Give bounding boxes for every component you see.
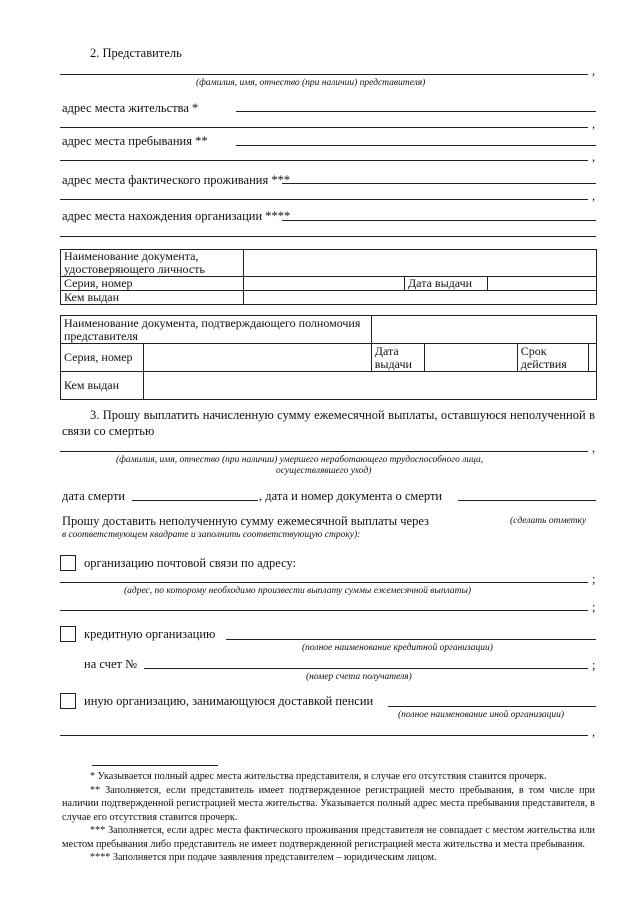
authority-validity-cell[interactable] <box>588 344 596 372</box>
death-date-label: дата смерти <box>62 489 126 503</box>
authority-validity-label: Срок действия <box>517 344 588 372</box>
credit-hint: (полное наименование кредитной организации) <box>302 643 493 653</box>
other-org-line[interactable] <box>388 706 596 707</box>
credit-org-line[interactable] <box>226 639 596 640</box>
deliver-hint: (сделать отметку <box>510 516 587 526</box>
addr-actual-label: адрес места фактического проживания *** <box>62 173 291 187</box>
other-org-hint: (полное наименование иной организации) <box>398 710 565 720</box>
account-line[interactable] <box>144 668 588 669</box>
authority-series-label: Серия, номер <box>61 344 144 372</box>
semicolon: ; <box>592 600 596 614</box>
postal-checkbox[interactable] <box>60 555 76 571</box>
comma: , <box>592 64 596 78</box>
authority-series-cell[interactable] <box>144 344 372 372</box>
addr-residence-line[interactable] <box>236 111 596 112</box>
addr-residence-label: адрес места жительства * <box>62 101 199 115</box>
death-date-line[interactable] <box>132 500 258 501</box>
comma: , <box>592 150 596 164</box>
authority-doc-name-cell[interactable] <box>371 316 596 344</box>
deliver-hint-2: в соответствующем квадрате и заполнить соответствующую строку): <box>62 530 361 540</box>
representative-fio-line[interactable] <box>60 74 588 75</box>
deceased-hint: (фамилия, имя, отчество (при наличии) умершего неработающего трудоспособного лица, <box>116 455 484 465</box>
credit-label: кредитную организацию <box>84 627 216 641</box>
authority-document-table <box>60 315 597 400</box>
comma: , <box>592 725 596 739</box>
footnote-2: ** Заполняется, если представитель имеет подтвержденное регистрацией место пребывания, в том числе при наличии подтвержденной регистрацией места жительства. Указывается полный адрес места пребывания представителя, в случае его отсутствия ставится прочерк. <box>62 784 595 823</box>
identity-series-label: Серия, номер <box>61 277 244 291</box>
other-org-line-2[interactable] <box>60 735 588 736</box>
section-2-title: 2. Представитель <box>90 46 182 60</box>
footnote-4: **** Заполняется при подаче заявления представителем – юридическим лицом. <box>90 852 437 863</box>
account-hint: (номер счета получателя) <box>306 672 412 682</box>
postal-label: организацию почтовой связи по адресу: <box>84 556 297 570</box>
addr-stay-label: адрес места пребывания ** <box>62 134 208 148</box>
footnote-3: *** Заполняется, если адрес места фактического проживания представителя не совпадает с местом жительства или местом пребывания либо представитель не имеет подтвержденной регистрацией места жительства и места пребывания. <box>62 825 595 850</box>
postal-address-line[interactable] <box>60 582 588 583</box>
identity-issued-by-label: Кем выдан <box>61 291 244 305</box>
addr-residence-line-2[interactable] <box>60 127 588 128</box>
addr-stay-line[interactable] <box>236 145 596 146</box>
deliver-label: Прошу доставить неполученную сумму ежемесячной выплаты через <box>62 514 429 528</box>
addr-org-line[interactable] <box>282 220 596 221</box>
identity-series-cell[interactable] <box>244 277 405 291</box>
identity-doc-name-cell[interactable] <box>244 250 597 277</box>
authority-date-cell[interactable] <box>424 344 517 372</box>
footnote-1: * Указывается полный адрес места жительства представителя, в случае его отсутствия ставится прочерк. <box>90 771 547 782</box>
addr-actual-line[interactable] <box>282 183 596 184</box>
authority-issued-by-cell[interactable] <box>144 372 597 400</box>
semicolon: ; <box>592 572 596 586</box>
deceased-fio-line[interactable] <box>60 451 588 452</box>
deceased-hint-2: осуществлявшего уход) <box>276 466 372 476</box>
addr-stay-line-2[interactable] <box>60 160 588 161</box>
fio-hint: (фамилия, имя, отчество (при наличии) представителя) <box>196 78 426 88</box>
other-org-label: иную организацию, занимающуюся доставкой пенсии <box>84 694 374 708</box>
semicolon: ; <box>592 658 596 672</box>
identity-issued-by-cell[interactable] <box>244 291 597 305</box>
authority-doc-name-label: Наименование документа, подтверждающего полномочия представителя <box>61 316 372 344</box>
identity-issue-date-label: Дата выдачи <box>405 277 488 291</box>
identity-doc-name-label: Наименование документа, удостоверяющего личность <box>61 250 244 277</box>
addr-org-label: адрес места нахождения организации **** <box>62 209 291 223</box>
comma: , <box>592 189 596 203</box>
account-label: на счет № <box>84 657 138 671</box>
footnotes <box>62 770 595 865</box>
comma: , <box>592 117 596 131</box>
addr-org-line-2[interactable] <box>60 236 596 237</box>
other-org-checkbox[interactable] <box>60 693 76 709</box>
identity-issue-date-cell[interactable] <box>488 277 597 291</box>
death-doc-label: , дата и номер документа о смерти <box>259 489 443 503</box>
credit-checkbox[interactable] <box>60 626 76 642</box>
comma: , <box>592 441 596 455</box>
death-doc-line[interactable] <box>458 500 596 501</box>
footnote-separator <box>92 765 218 766</box>
addr-actual-line-2[interactable] <box>60 199 588 200</box>
identity-document-table <box>60 249 597 305</box>
authority-issued-by-label: Кем выдан <box>61 372 144 400</box>
authority-date-label: Дата выдачи <box>371 344 424 372</box>
postal-address-line-2[interactable] <box>60 610 588 611</box>
postal-hint: (адрес, по которому необходимо произвести выплату суммы ежемесячной выплаты) <box>124 586 472 596</box>
section-3-request: 3. Прошу выплатить начисленную сумму ежемесячной выплаты, оставшуюся неполученной в связи со смертью <box>62 408 595 438</box>
